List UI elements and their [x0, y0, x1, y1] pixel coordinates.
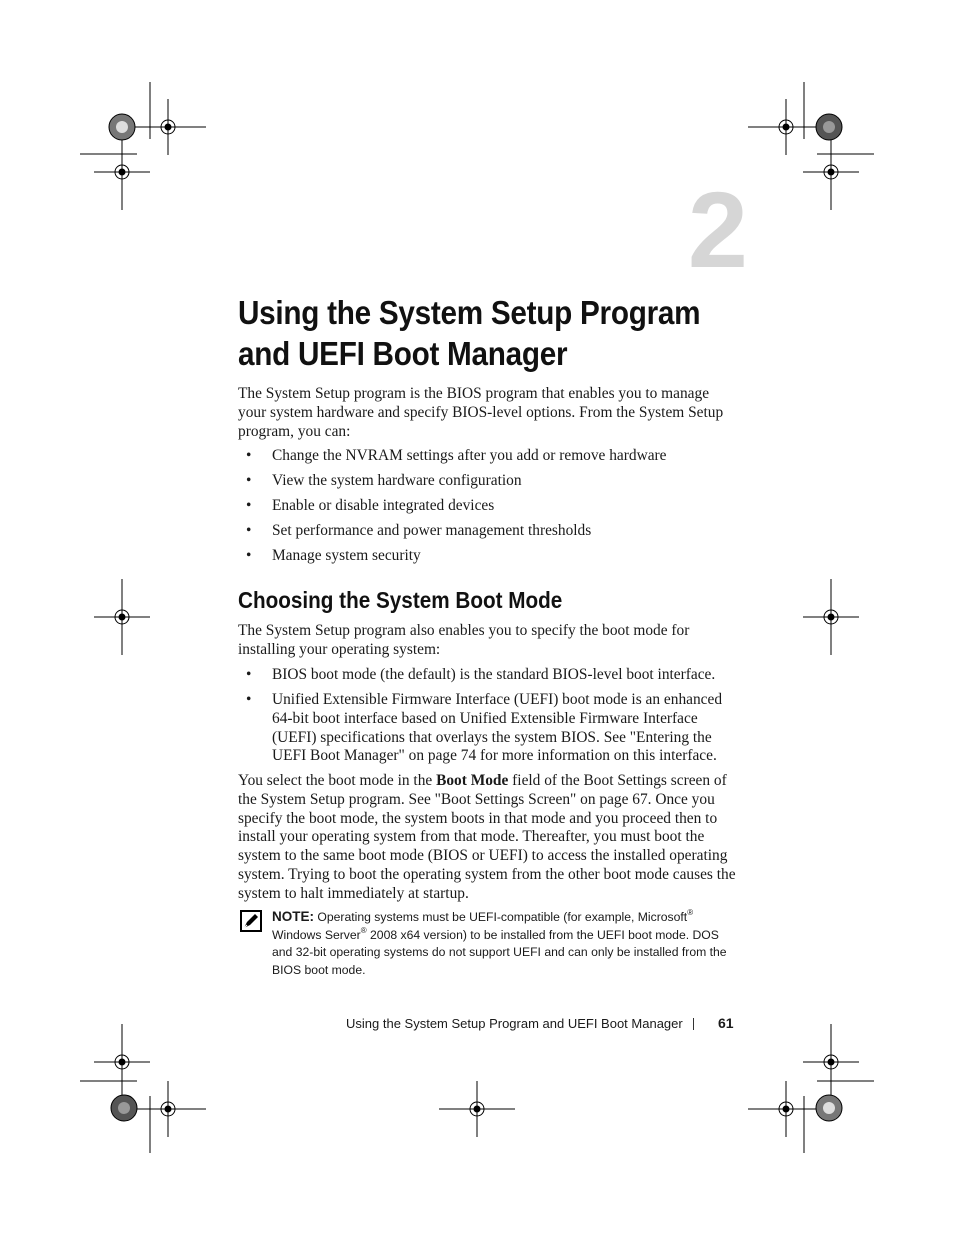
- section-intro-paragraph: The System Setup program also enables you to specify the boot mode for installing your operating system:: [238, 622, 690, 658]
- footer-divider: [693, 1018, 694, 1030]
- list-item: [238, 447, 738, 466]
- page-number: 61: [718, 1015, 734, 1031]
- note-text-part: Operating systems must be UEFI-compatible (for example, Microsoft: [314, 910, 688, 924]
- list-item-text: Unified Extensible Firmware Interface (UEFI) boot mode is an enhanced 64-bit boot interface based on Unified Extensible Firmware Interface (UEFI) specifications that overlays the system BIOS. See "Entering the UEFI Boot Manager" on page 74 for more information on this interface.: [272, 690, 723, 765]
- bullet-icon: •: [246, 546, 252, 564]
- intro-paragraph: The System Setup program is the BIOS program that enables you to manage your system hardware and specify BIOS-level options. From the System Setup program, you can:: [238, 385, 724, 440]
- boot-mode-bullet-list: [238, 666, 738, 766]
- list-item: [238, 497, 738, 516]
- note-text-part: 2008 x64 version) to be installed from the UEFI boot mode. DOS and 32-bit operating systems do not support UEFI and can only be installed from the BIOS boot mode.: [272, 927, 727, 977]
- body-text: field of the Boot Settings screen of the System Setup program. See "Boot Settings Screen" on page 67. Once you specify the boot mode, the system boots in that mode and you proceed then to install your operating system from that mode. Thereafter, you must boot the system to the same boot mode (BIOS or UEFI) to access the installed operating system. Trying to boot the operating system from the other boot mode causes the system to halt immediately at startup.: [238, 772, 736, 902]
- bullet-icon: •: [246, 690, 252, 708]
- intro-bullet-list: [238, 447, 738, 566]
- note-box: [238, 908, 728, 979]
- list-item: [238, 522, 738, 541]
- chapter-title-line: Using the System Setup Program: [238, 294, 701, 331]
- list-item-text: Set performance and power management thresholds: [272, 521, 592, 539]
- list-item: [238, 691, 738, 766]
- chapter-title: [238, 292, 706, 374]
- list-item-text: Change the NVRAM settings after you add or remove hardware: [272, 447, 667, 464]
- note-text: [272, 908, 728, 979]
- list-item-text: Manage system security: [272, 546, 421, 564]
- list-item: [238, 547, 738, 566]
- list-item-text: View the system hardware configuration: [272, 471, 522, 489]
- list-item: [238, 666, 738, 685]
- section-heading: Choosing the System Boot Mode: [238, 587, 563, 613]
- registered-mark: ®: [687, 908, 694, 917]
- body-text: You select the boot mode in the: [238, 772, 437, 789]
- bullet-icon: •: [246, 471, 252, 489]
- field-name-boot-mode: Boot Mode: [436, 772, 509, 789]
- chapter-number: 2: [687, 169, 746, 290]
- pencil-note-icon: [240, 910, 262, 938]
- page-footer: [346, 1014, 736, 1034]
- list-item-text: BIOS boot mode (the default) is the standard BIOS-level boot interface.: [272, 666, 716, 683]
- chapter-title-line: and UEFI Boot Manager: [238, 335, 568, 372]
- bullet-icon: •: [246, 496, 252, 514]
- bullet-icon: •: [246, 447, 252, 464]
- bullet-icon: •: [246, 666, 252, 683]
- registered-mark: ®: [360, 925, 367, 935]
- list-item-text: Enable or disable integrated devices: [272, 496, 495, 514]
- bullet-icon: •: [246, 521, 252, 539]
- note-text-part: Windows Server: [272, 927, 361, 942]
- body-paragraph: [238, 772, 738, 904]
- note-label: NOTE:: [272, 909, 314, 924]
- list-item: [238, 472, 738, 491]
- running-title: Using the System Setup Program and UEFI Boot Manager: [346, 1016, 683, 1031]
